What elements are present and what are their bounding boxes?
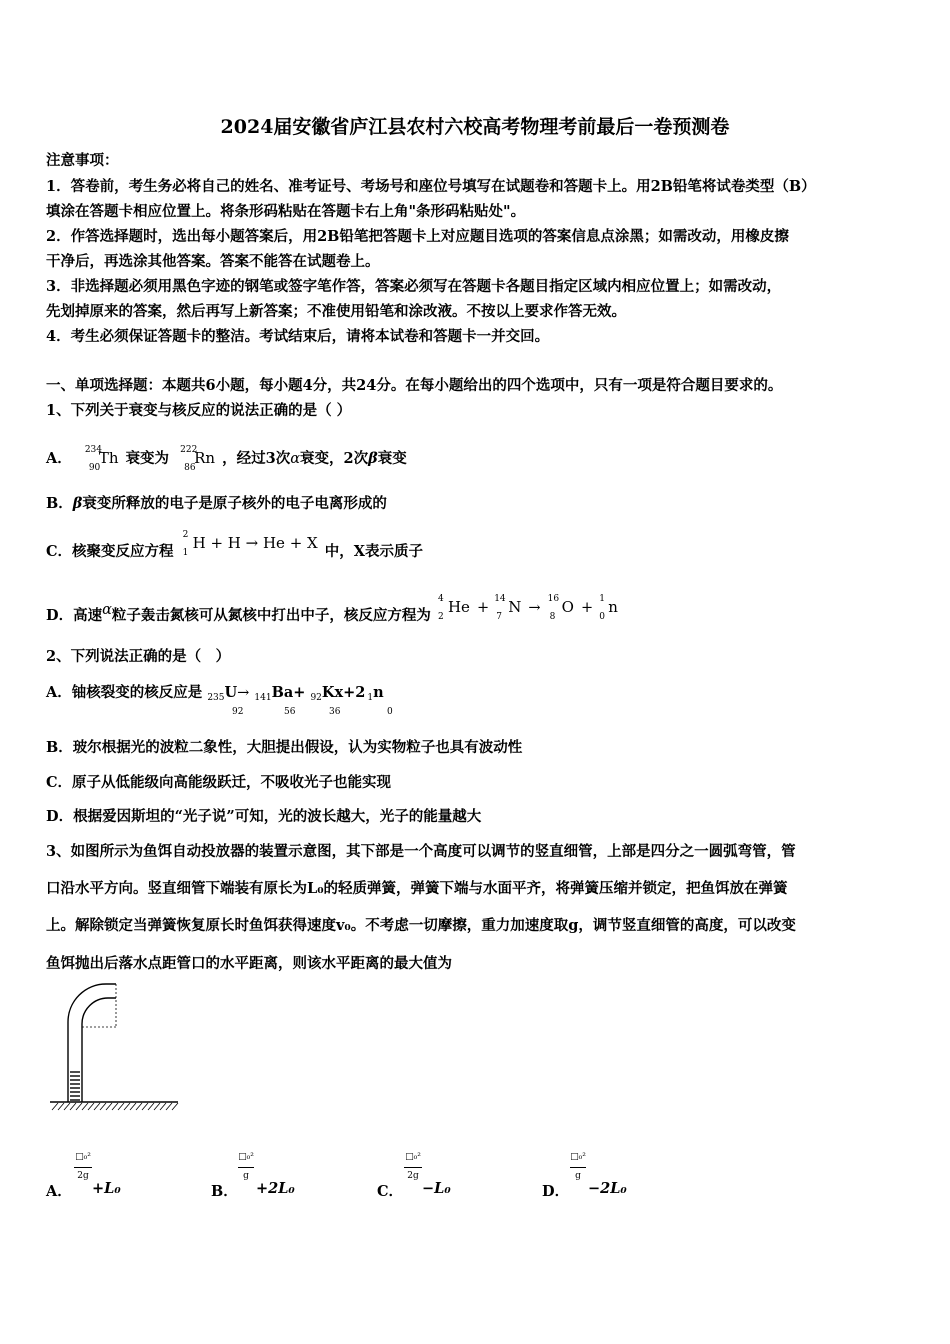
notice-line-5: 3．非选择题必须用黑色字迹的钢笔或签字笔作答，答案必须写在答题卡各题目指定区域内相应位置上；如需改动， xyxy=(46,278,782,295)
q1-option-d[interactable]: D．高速α粒子轰击氮核可从氮核中打出中子，核反应方程为 4 2 He + 14 7 N → 16 8 O + 1 0 n xyxy=(46,594,618,624)
notice-line-3: 2．作答选择题时，选出每小题答案后，用2B铅笔把答题卡上对应题目选项的答案信息点涂黑；如需改动，用橡皮擦 xyxy=(46,228,789,245)
q2-option-c[interactable]: C．原子从低能级向高能级跃迁，不吸收光子也能实现 xyxy=(46,774,392,791)
q1-c-tail: 中，X表示质子 xyxy=(324,543,424,560)
notice-line-4: 干净后，再选涂其他答案。答案不能答在试题卷上。 xyxy=(46,253,380,270)
q2-stem: 2、下列说法正确的是（ ） xyxy=(46,648,231,665)
q1-b-text: 衰变所释放的电子是原子核外的电子电离形成的 xyxy=(82,495,387,512)
q1-a-tail1: ，经过3次 xyxy=(222,450,291,467)
q2-option-b[interactable]: B．玻尔根据光的波粒二象性，大胆提出假设，认为实物粒子也具有波动性 xyxy=(46,739,523,756)
n-nuclide: 14 7 N xyxy=(494,594,522,622)
q3-line-3: 上。解除锁定当弹簧恢复原长时鱼饵获得速度v₀。不考虑一切摩擦，重力加速度取g，调节竖直细管的高度，可以改变 xyxy=(46,917,796,934)
q3-line-1: 3、如图所示为鱼饵自动投放器的装置示意图，其下部是一个高度可以调节的竖直细管，上部是四分之一圆弧弯管，管 xyxy=(46,843,796,860)
q1-stem: 1、下列关于衰变与核反应的说法正确的是（ ） xyxy=(46,402,352,419)
page-title: 2024届安徽省庐江县农村六校高考物理考前最后一卷预测卷 xyxy=(220,116,730,138)
neutron: 1 0 n xyxy=(599,594,618,622)
q3-line-2: 口沿水平方向。竖直细管下端装有原长为L₀的轻质弹簧，弹簧下端与水面平齐，将弹簧压缩并锁定，把鱼饵放在弹簧 xyxy=(46,880,788,897)
q1-c-label: C．核聚变反应方程 xyxy=(46,543,174,560)
notice-line-1: 1．答卷前，考生务必将自己的姓名、准考证号、考场号和座位号填写在试题卷和答题卡上。用2B铅笔将试卷类型（B） xyxy=(46,178,816,195)
fusion-equation: 2 1 H + H → He + X xyxy=(182,530,318,558)
q2-option-a[interactable]: A．铀核裂变的核反应是 $_{235}$U→ $_{141}$Ba+ $_{92}$Kx+2 $_1$n xyxy=(46,684,384,703)
he-nuclide: 4 2 He xyxy=(437,594,470,622)
alpha-symbol: α xyxy=(102,602,112,618)
q1-option-b[interactable] xyxy=(46,494,387,514)
alpha-symbol: α xyxy=(290,451,301,467)
bait-feeder-diagram xyxy=(46,982,186,1112)
exam-page: 2024届安徽省庐江县农村六校高考物理考前最后一卷预测卷 注意事项： 1．答卷前，考生务必将自己的姓名、准考证号、考场号和座位号填写在试题卷和答题卡上。用2B铅笔将试卷类型（B） 填涂在答题卡相应位置上。将条形码粘贴在答题卡右上角"条形码粘贴处"。 2．作答选择题时，选出每小题答案后，用2B铅笔把答题卡上对应题目选项的答案信息点涂黑；如需改动，用橡皮擦 干净后，再选涂其他答案。答案不能答在试题卷上。 3．非选择题必须用黑色字迹的钢笔或签字笔作答，答案必须写在答题卡各题目指定区域内相应位置上；如需改动， 先划掉原来的答案，然后再写上新答案；不准使用铅笔和涂改液。不按以上要求作答无效。 4．考生必须保证答题卡的整洁。考试结束后，请将本试卷和答题卡一并交回。 一、单项选择题：本题共6小题，每小题4分，共24分。在每小题给出的四个选项中，只有一项是符合题目要求的。 1、下列关于衰变与核反应的说法正确的是（ ） A． 234 90 Th 衰变为 222 86 Rn ，经过3次α衰变，2次β衰变 B．β衰变所释放的电子是原子核外的电子电离形成的 C．核聚变反应方程 2 1 H + H → He + X 中，X表示质子 D．高速α粒子轰击氮核可从氮核中打出中子，核反应方程为 4 2 He + 14 7 N → 16 8 O + 1 0 n 2、下列说法正确的是（ ） A．铀核裂变的核反应是 $_{235}$U→ $_{141}$Ba+ $_{92}$Kx+2 $_1$n 92 56 36 0 B．玻尔根据光的波粒二象性，大胆提出假设，认为实物粒子也具有波动性 C．原子从低能级向高能级跃迁，不吸收光子也能实现 D．根据爱因斯坦的“光子说”可知，光的波长越大，光子的能量越大 3、如图所示为鱼饵自动投放器的装置示意图，其下部是一个高度可以调节的竖直细管，上部是四分之一圆弧弯管，管 口沿水平方向。竖直细管下端装有原长为L₀的轻质弹簧，弹簧下端与水面平齐，将弹簧压缩并锁定，把鱼饵放在弹簧 上。解除锁定当弹簧恢复原长时鱼饵获得速度v₀。不考虑一切摩擦，重力加速度取g，调节竖直细管的高度，可以改变 鱼饵抛出后落水点距管口的水平距离，则该水平距离的最大值为 A． □₀² 2g +L₀ B． □₀² g +2L₀ C． □₀² 2g −L₀ D． □₀² g −2L₀ xyxy=(0,0,950,1344)
notice-line-2: 填涂在答题卡相应位置上。将条形码粘贴在答题卡右上角"条形码粘贴处"。 xyxy=(46,203,526,220)
q1-a-label: A． xyxy=(46,450,72,467)
q3-line-4: 鱼饵抛出后落水点距管口的水平距离，则该水平距离的最大值为 xyxy=(46,955,452,972)
q1-option-a[interactable] xyxy=(46,445,407,473)
q1-a-mid: 衰变为 xyxy=(125,450,170,467)
q1-d-label: D．高速 xyxy=(46,607,103,624)
q1-b-label: B． xyxy=(46,495,73,512)
section-heading: 一、单项选择题：本题共6小题，每小题4分，共24分。在每小题给出的四个选项中，只有一项是符合题目要求的。 xyxy=(46,377,783,394)
q1-a-tail3: 衰变 xyxy=(377,450,407,467)
notice-heading: 注意事项： xyxy=(46,152,119,169)
beta-symbol: β xyxy=(72,495,83,512)
th-nuclide: 234 90 Th xyxy=(84,445,119,473)
q2-a-label: A．铀核裂变的核反应是 xyxy=(46,684,203,701)
o-nuclide: 16 8 O xyxy=(547,594,574,622)
beta-symbol: β xyxy=(368,450,378,467)
notice-line-7: 4．考生必须保证答题卡的整洁。考试结束后，请将本试卷和答题卡一并交回。 xyxy=(46,328,550,345)
rn-nuclide: 222 86 Rn xyxy=(180,445,216,473)
q1-d-text: 粒子轰击氮核可从氮核中打出中子，核反应方程为 xyxy=(111,607,431,624)
q2-option-d[interactable]: D．根据爱因斯坦的“光子说”可知，光的波长越大，光子的能量越大 xyxy=(46,808,482,825)
q1-a-tail2: 衰变，2次 xyxy=(300,450,369,467)
notice-line-6: 先划掉原来的答案，然后再写上新答案；不准使用铅笔和涂改液。不按以上要求作答无效。 xyxy=(46,303,626,320)
q1-option-c[interactable] xyxy=(46,530,424,562)
spring-icon xyxy=(70,1072,80,1100)
